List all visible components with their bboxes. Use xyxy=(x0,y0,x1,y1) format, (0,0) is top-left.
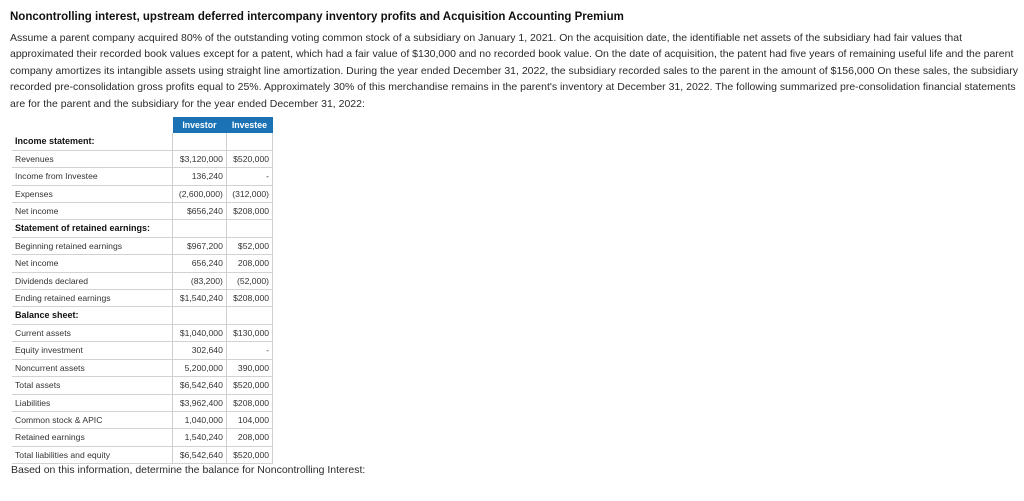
statement-row xyxy=(12,168,273,185)
section-header-row xyxy=(12,307,273,324)
section-header-row xyxy=(12,220,273,237)
section-header-label: Income statement: xyxy=(12,133,173,150)
investor-value: 5,200,000 xyxy=(173,359,227,376)
investor-value: 136,240 xyxy=(173,168,227,185)
investor-value: 656,240 xyxy=(173,255,227,272)
line-item-label: Common stock & APIC xyxy=(12,411,173,428)
investee-value: (52,000) xyxy=(226,272,272,289)
line-item-label: Retained earnings xyxy=(12,429,173,446)
statement-row xyxy=(12,411,273,428)
empty-cell xyxy=(226,133,272,150)
line-item-label: Equity investment xyxy=(12,342,173,359)
statement-row xyxy=(12,255,273,272)
investee-value: $52,000 xyxy=(226,237,272,254)
question-prompt: Based on this information, determine the balance for Noncontrolling Interest: xyxy=(11,464,366,476)
investor-value: 1,540,240 xyxy=(173,429,227,446)
statement-row xyxy=(12,446,273,463)
investor-value: 1,040,000 xyxy=(173,411,227,428)
investor-value: $3,120,000 xyxy=(173,150,227,167)
investor-value: 302,640 xyxy=(173,342,227,359)
investee-value: $520,000 xyxy=(226,446,272,463)
statement-row xyxy=(12,150,273,167)
line-item-label: Dividends declared xyxy=(12,272,173,289)
investee-value: $208,000 xyxy=(226,203,272,220)
investor-value: $1,040,000 xyxy=(173,324,227,341)
statement-row xyxy=(12,272,273,289)
statement-row xyxy=(12,237,273,254)
problem-intro: Assume a parent company acquired 80% of the outstanding voting common stock of a subsidiary on January 1, 2021. On the acquisition date, the identifiable net assets of the subsidiary had fair values that approximated their recorded book values except for a patent, which had a fair value of $130,000 and no recorded book value. On the date of acquisition, the patent had five years of remaining useful life and the parent company amortizes its intangible assets using straight line amortization. During the year ended December 31, 2022, the subsidiary recorded sales to the parent in the amount of $156,000 On these sales, the subsidiary recorded pre-consolidation gross profits equal to 25%. Approximately 30% of this merchandise remains in the parent's inventory at December 31, 2022. The following summarized pre-consolidation financial statements are for the parent and the subsidiary for the year ended December 31, 2022: xyxy=(10,32,1018,110)
section-header-label: Balance sheet: xyxy=(12,307,173,324)
investee-value: $208,000 xyxy=(226,290,272,307)
empty-cell xyxy=(173,307,227,324)
line-item-label: Net income xyxy=(12,203,173,220)
investee-value: 208,000 xyxy=(226,255,272,272)
investee-value: 104,000 xyxy=(226,411,272,428)
line-item-label: Total liabilities and equity xyxy=(12,446,173,463)
statement-row xyxy=(12,377,273,394)
problem-title: Noncontrolling interest, upstream deferred intercompany inventory profits and Acquisition Accounting Premium xyxy=(10,11,624,23)
investor-value: $656,240 xyxy=(173,203,227,220)
financial-statements-table xyxy=(12,117,273,464)
investor-value: $1,540,240 xyxy=(173,290,227,307)
investor-value: $3,962,400 xyxy=(173,394,227,411)
statement-row xyxy=(12,359,273,376)
statement-row xyxy=(12,185,273,202)
investee-value: 208,000 xyxy=(226,429,272,446)
empty-cell xyxy=(226,220,272,237)
line-item-label: Beginning retained earnings xyxy=(12,237,173,254)
investor-value: $967,200 xyxy=(173,237,227,254)
line-item-label: Total assets xyxy=(12,377,173,394)
line-item-label: Ending retained earnings xyxy=(12,290,173,307)
financial-statements-body xyxy=(12,133,273,463)
investor-value: $6,542,640 xyxy=(173,377,227,394)
statement-row xyxy=(12,203,273,220)
investee-value: (312,000) xyxy=(226,185,272,202)
investee-value: $520,000 xyxy=(226,377,272,394)
investor-column-header: Investor xyxy=(173,117,227,133)
statement-row xyxy=(12,394,273,411)
line-item-label: Net income xyxy=(12,255,173,272)
investee-value: 390,000 xyxy=(226,359,272,376)
empty-cell xyxy=(173,220,227,237)
investor-value: (2,600,000) xyxy=(173,185,227,202)
investee-value: - xyxy=(226,342,272,359)
investee-value: - xyxy=(226,168,272,185)
line-item-label: Current assets xyxy=(12,324,173,341)
investee-value: $130,000 xyxy=(226,324,272,341)
statement-row xyxy=(12,290,273,307)
investor-value: (83,200) xyxy=(173,272,227,289)
investor-value: $6,542,640 xyxy=(173,446,227,463)
line-item-label: Income from Investee xyxy=(12,168,173,185)
blank-header-cell xyxy=(12,117,173,133)
line-item-label: Liabilities xyxy=(12,394,173,411)
line-item-label: Revenues xyxy=(12,150,173,167)
section-header-label: Statement of retained earnings: xyxy=(12,220,173,237)
empty-cell xyxy=(226,307,272,324)
statement-row xyxy=(12,429,273,446)
section-header-row xyxy=(12,133,273,150)
investee-column-header: Investee xyxy=(226,117,272,133)
line-item-label: Noncurrent assets xyxy=(12,359,173,376)
statement-row xyxy=(12,342,273,359)
investee-value: $208,000 xyxy=(226,394,272,411)
line-item-label: Expenses xyxy=(12,185,173,202)
empty-cell xyxy=(173,133,227,150)
statement-row xyxy=(12,324,273,341)
investee-value: $520,000 xyxy=(226,150,272,167)
